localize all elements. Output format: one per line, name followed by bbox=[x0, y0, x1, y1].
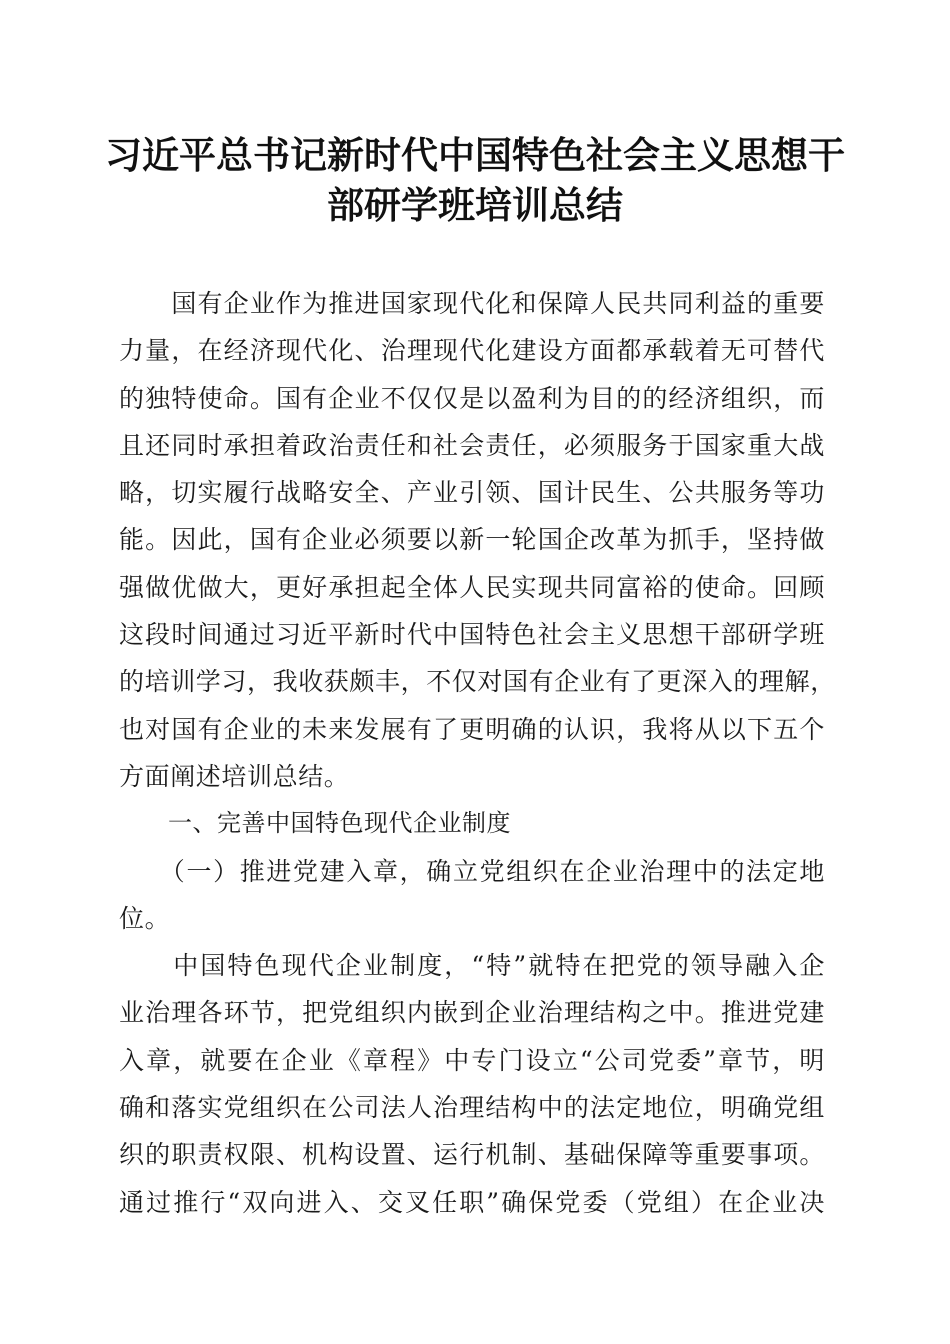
body-line: 入章，就要在企业《章程》中专门设立“公司党委”章节，明 bbox=[119, 1045, 825, 1075]
intro-line: 力量，在经济现代化、治理现代化建设方面都承载着无可替代 bbox=[119, 336, 825, 366]
body-line: 织的职责权限、机构设置、运行机制、基础保障等重要事项。 bbox=[119, 1140, 825, 1170]
body-line: 确和落实党组织在公司法人治理结构中的法定地位，明确党组 bbox=[119, 1093, 825, 1123]
subsection-heading-line-last: 位。 bbox=[119, 903, 171, 933]
document-body bbox=[119, 280, 836, 1226]
intro-line: 且还同时承担着政治责任和社会责任，必须服务于国家重大战 bbox=[119, 430, 825, 460]
intro-line: 略，切实履行战略安全、产业引领、国计民生、公共服务等功 bbox=[119, 478, 825, 508]
intro-line-last: 方面阐述培训总结。 bbox=[119, 761, 350, 791]
intro-line: 也对国有企业的未来发展有了更明确的认识，我将从以下五个 bbox=[119, 714, 825, 744]
intro-line: 强做优做大，更好承担起全体人民实现共同富裕的使命。回顾 bbox=[119, 572, 825, 602]
intro-line: 的培训学习，我收获颇丰，不仅对国有企业有了更深入的理解， bbox=[119, 667, 836, 697]
body-line: 通过推行“双向进入、交叉任职”确保党委（党组）在企业决 bbox=[119, 1187, 825, 1217]
intro-line: 国有企业作为推进国家现代化和保障人民共同利益的重要 bbox=[119, 289, 825, 318]
body-line: 中国特色现代企业制度，“特”就特在把党的领导融入企 bbox=[119, 951, 825, 981]
document-title bbox=[100, 130, 850, 230]
title-line-2: 部研学班培训总结 bbox=[327, 183, 623, 227]
intro-line: 能。因此，国有企业必须要以新一轮国企改革为抓手，坚持做 bbox=[119, 525, 825, 555]
intro-line: 这段时间通过习近平新时代中国特色社会主义思想干部研学班 bbox=[119, 620, 825, 650]
intro-line: 的独特使命。国有企业不仅仅是以盈利为目的的经济组织，而 bbox=[119, 383, 825, 413]
title-line-1: 习近平总书记新时代中国特色社会主义思想干 bbox=[105, 133, 845, 177]
subsection-heading-line: （一）推进党建入章，确立党组织在企业治理中的法定地 bbox=[119, 856, 825, 886]
body-line: 业治理各环节，把党组织内嵌到企业治理结构之中。推进党建 bbox=[119, 998, 825, 1028]
section-heading: 一、完善中国特色现代企业制度 bbox=[119, 809, 511, 838]
